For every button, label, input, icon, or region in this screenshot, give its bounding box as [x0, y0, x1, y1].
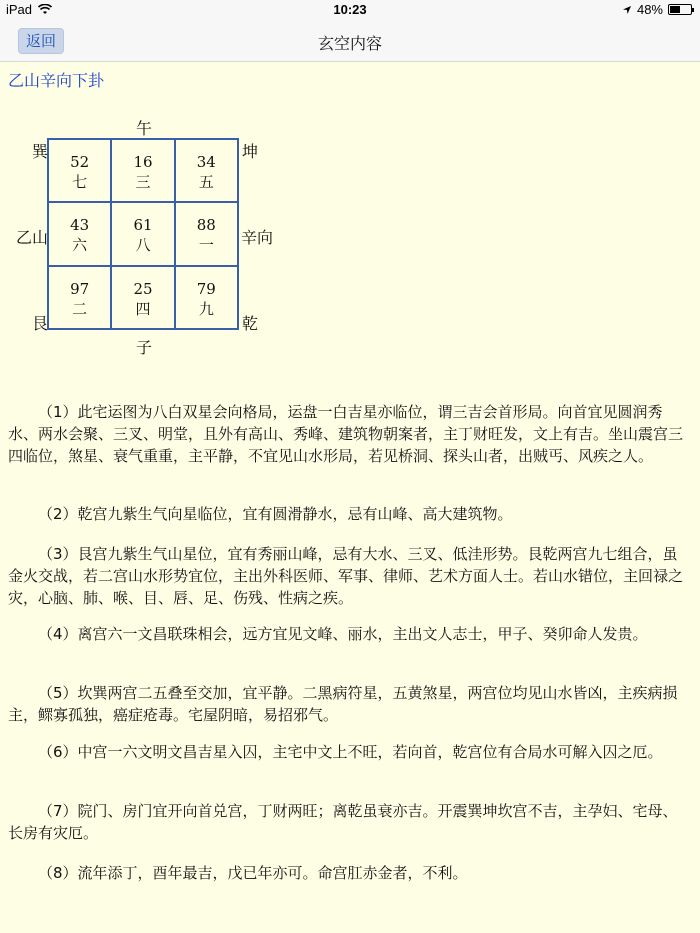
- page-title: 玄空内容: [317, 34, 382, 53]
- cell-number: 七: [72, 173, 88, 191]
- direction-top-left: 巽: [32, 142, 49, 161]
- paragraph-4: （4）离宫六一文昌联珠相会，远方宜见文峰、丽水，主出文人志士，甲子、癸卯命人发贵。: [38, 625, 648, 643]
- cell-stars: 79: [196, 279, 216, 298]
- cell-stars: 43: [70, 216, 90, 235]
- back-button[interactable]: 返回: [18, 28, 64, 54]
- grid-cell: [175, 202, 238, 265]
- cell-number: 九: [198, 299, 214, 318]
- grid-cell: [48, 266, 111, 329]
- grid-cell: [48, 202, 111, 265]
- cell-stars: 34: [196, 153, 216, 171]
- cell-stars: 88: [196, 216, 216, 235]
- paragraph-3: （3）艮宫九紫生气山星位，宜有秀丽山峰，忌有大水、三叉、低洼形势。艮乾两宫九七组合，虽金火交战，若二宫山水形势宜位，主出外科医师、军事、律师、艺术方面人士。若山水错位，主回禄之灾，心脑、肺、喉、目、唇、足、伤残、性病之疾。: [8, 545, 684, 607]
- grid-cell: [111, 202, 174, 265]
- cell-number: 二: [72, 299, 88, 318]
- paragraph-6: （6）中宫一六文明文昌吉星入囚，主宅中文上不旺，若向首，乾宫位有合局水可解入囚之厄。: [38, 743, 663, 761]
- cell-stars: 97: [70, 279, 90, 298]
- paragraph-8: （8）流年添丁，酉年最吉，戊已年亦可。命宫肛赤金者，不利。: [38, 864, 468, 882]
- paragraph-2: （2）乾宫九紫生气向星临位，宜有圆滑静水，忌有山峰、高大建筑物。: [38, 505, 513, 523]
- chart-heading: 乙山辛向下卦: [8, 71, 105, 90]
- direction-right: 辛向: [241, 228, 274, 247]
- cell-number: 八: [135, 236, 151, 255]
- nav-bar: [0, 20, 700, 62]
- direction-top: 午: [136, 119, 153, 138]
- grid-cell: [48, 139, 111, 202]
- paragraph-7: （7）院门、房门宜开向首兑宫，丁财两旺；离乾虽衰亦吉。开震巽坤坎宫不吉，主孕妇、宅母、长房有灾厄。: [8, 802, 678, 842]
- direction-left: 乙山: [16, 228, 49, 247]
- direction-top-right: 坤: [242, 142, 259, 161]
- paragraph-1: （1）此宅运图为八白双星会向格局，运盘一白吉星亦临位，谓三吉会首形局。向首宜见圆润秀水、两水会聚、三叉、明堂，且外有高山、秀峰、建筑物朝案者，主丁财旺发，文上有吉。坐山震宫三四临位，煞星、衰气重重，主平静，不宜见山水形局，若见桥洞、探头山者，出贼丐、风疾之人。: [8, 403, 684, 465]
- device-name: iPad: [6, 2, 33, 17]
- cell-number: 五: [198, 173, 214, 191]
- cell-stars: 61: [133, 216, 153, 235]
- star-grid: [47, 138, 239, 330]
- cell-number: 三: [135, 173, 151, 191]
- grid-cell: [111, 266, 174, 329]
- direction-bottom-left: 艮: [32, 314, 49, 333]
- grid-cell: [175, 266, 238, 329]
- battery-percent: 48%: [636, 2, 663, 17]
- paragraph-5: （5）坎巽两宫二五叠至交加，宜平静。二黑病符星，五黄煞星，两宫位均见山水皆凶，主疾病损主，鳏寡孤独，癌症疮毒。宅屋阴暗，易招邪气。: [8, 684, 678, 724]
- status-right: [622, 2, 692, 17]
- cell-number: 一: [198, 236, 214, 255]
- cell-number: 六: [72, 236, 88, 255]
- cell-number: 四: [135, 299, 151, 318]
- grid-cell: [175, 139, 238, 202]
- location-arrow-icon: [622, 5, 632, 15]
- cell-stars: 52: [70, 153, 90, 171]
- cell-stars: 16: [133, 153, 153, 171]
- direction-bottom: 子: [136, 338, 153, 357]
- direction-bottom-right: 乾: [242, 314, 259, 333]
- battery-fill: [670, 6, 680, 13]
- battery-icon: [668, 4, 692, 15]
- grid-cell: [111, 139, 174, 202]
- status-time: 10:23: [333, 2, 367, 17]
- status-bar: [0, 0, 700, 20]
- cell-stars: 25: [133, 279, 153, 298]
